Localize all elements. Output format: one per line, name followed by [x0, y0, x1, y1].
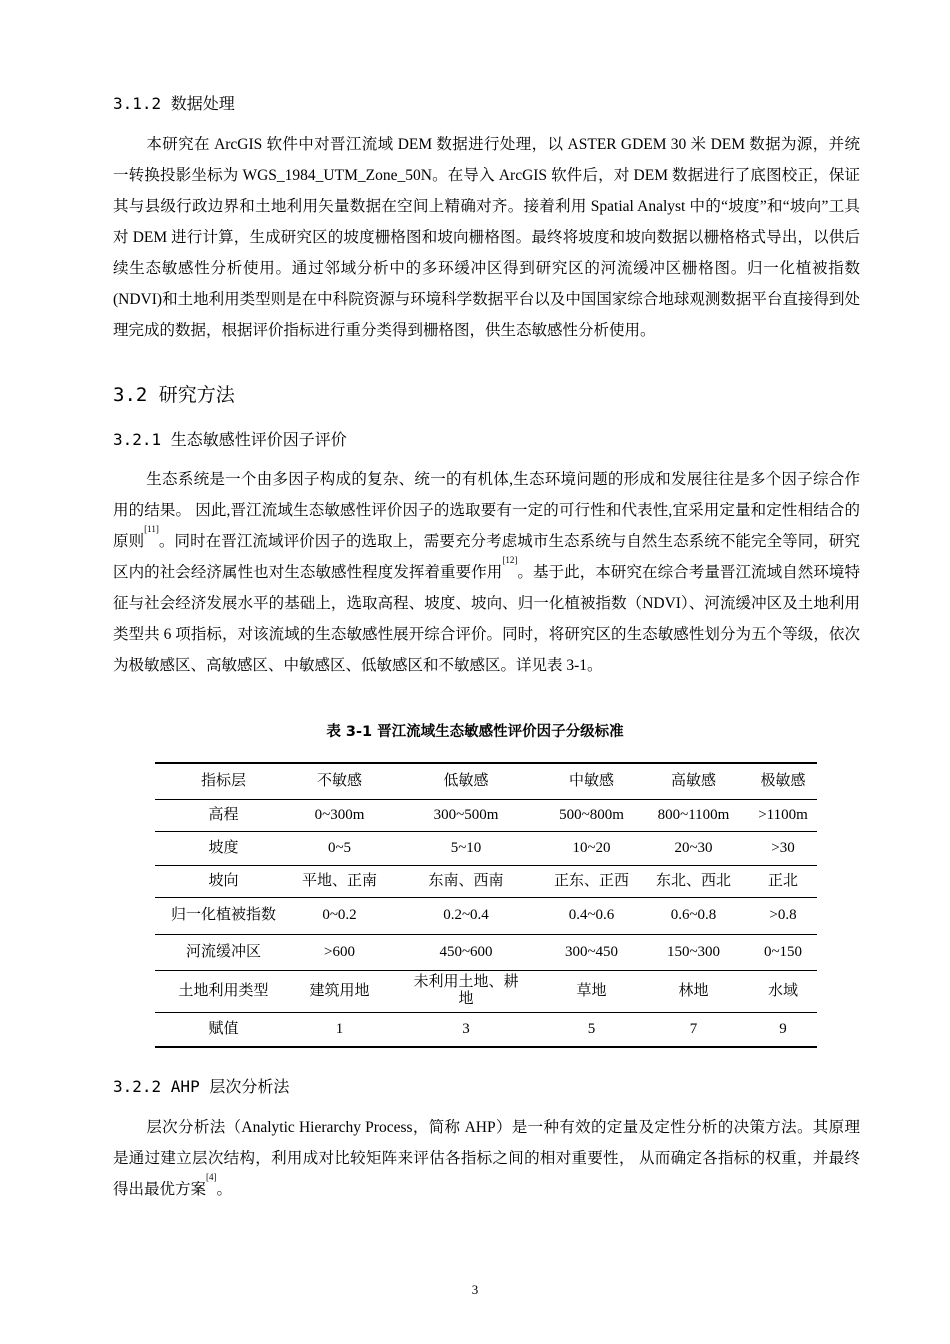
table-cell: 3 — [387, 1012, 545, 1047]
table-cell: 未利用土地、耕地 — [387, 970, 545, 1012]
criteria-table — [155, 762, 817, 1048]
table-cell: 草地 — [545, 970, 638, 1012]
table-row — [155, 934, 817, 970]
table-cell: 5 — [545, 1012, 638, 1047]
paragraph-text: 生态系统是一个由多因子构成的复杂、统一的有机体,生态环境问题的形成和发展往往是多个因子综合作用的结果。 因此,晋江流域生态敏感性评价因子的选取要有一定的可行性和代表性,宜采用定量和定性相结合的原则 — [113, 471, 860, 550]
table-caption: 表 3-1 晋江流域生态敏感性评价因子分级标准 — [326, 724, 624, 740]
table-cell: 平地、正南 — [292, 865, 387, 897]
table-cell: 0~150 — [749, 934, 817, 970]
table-cell: 300~450 — [545, 934, 638, 970]
table-cell: 归一化植被指数 — [155, 897, 292, 934]
table-cell: 0.2~0.4 — [387, 897, 545, 934]
paragraph-text: 。基于此，本研究在综合考量晋江流域自然环境特征与社会经济发展水平的基础上，选取高程、坡度、坡向、归一化植被指数（NDVI）、河流缓冲区及土地利用类型共 6 项指标，对该流域的生态敏感性展开综合评价。同时，将研究区的生态敏感性划分为五个等级，依次为极敏感区、高敏感区、中敏感区、低敏感区和不敏感区。详见表 3-1。 — [113, 564, 860, 674]
table-cell: 高程 — [155, 799, 292, 831]
citation-ref: [11] — [144, 524, 159, 534]
table-cell: 0~300m — [292, 799, 387, 831]
section-heading-3-1-2: 3.1.2 数据处理 — [113, 94, 235, 113]
table-row — [155, 865, 817, 897]
paragraph-ahp — [113, 1112, 860, 1205]
table-cell: 10~20 — [545, 831, 638, 865]
table-cell: 7 — [638, 1012, 749, 1047]
table-cell: 东北、西北 — [638, 865, 749, 897]
table-cell: 150~300 — [638, 934, 749, 970]
table-cell: 坡向 — [155, 865, 292, 897]
section-heading-3-2-2: 3.2.2 AHP 层次分析法 — [113, 1077, 290, 1096]
table-cell: >0.8 — [749, 897, 817, 934]
table-header-row — [155, 763, 817, 799]
table-cell: 0.6~0.8 — [638, 897, 749, 934]
table-cell: 林地 — [638, 970, 749, 1012]
table-cell: 赋值 — [155, 1012, 292, 1047]
paragraph-text: 本研究在 ArcGIS 软件中对晋江流域 DEM 数据进行处理，以 ASTER GDEM 30 米 DEM 数据为源，并统一转换投影坐标为 WGS_1984_UTM_Zone_50N。在导入 ArcGIS 软件后，对 DEM 数据进行了底图校正，保证其与县级行政边界和土地利用矢量数据在空间上精确对齐。接着利用 Spatial Analyst 中的“坡度”和“坡向”工具对 DEM 进行计算，生成研究区的坡度栅格图和坡向栅格图。最终将坡度和坡向数据以栅格格式导出，以供后续生态敏感性分析使用。通过邻域分析中的多环缓冲区得到研究区的河流缓冲区栅格图。归一化植被指数(NDVI)和土地利用类型则是在中科院资源与环境科学数据平台以及中国国家综合地球观测数据平台直接得到处理完成的数据，根据评价指标进行重分类得到栅格图，供生态敏感性分析使用。 — [113, 136, 860, 339]
table-cell: 9 — [749, 1012, 817, 1047]
table-row — [155, 897, 817, 934]
table-cell: 水域 — [749, 970, 817, 1012]
citation-ref: [12] — [502, 555, 518, 565]
table-cell: >1100m — [749, 799, 817, 831]
table-cell: 0.4~0.6 — [545, 897, 638, 934]
section-heading-3-2: 3.2 研究方法 — [113, 384, 235, 406]
table-header-cell: 高敏感 — [638, 763, 749, 799]
table-cell: 正北 — [749, 865, 817, 897]
table-cell: 450~600 — [387, 934, 545, 970]
table-cell: >30 — [749, 831, 817, 865]
paragraph-text: 。 — [216, 1181, 233, 1198]
paragraph-text: 。同时在晋江流域评价因子的选取上，需要充分考虑城市生态系统与自然生态系统不能完全等同，研究区内的社会经济属性也对生态敏感性程度发挥着重要作用 — [113, 533, 860, 581]
table-cell: 800~1100m — [638, 799, 749, 831]
table-row — [155, 970, 817, 1012]
table-cell: 20~30 — [638, 831, 749, 865]
table-header-cell: 低敏感 — [387, 763, 545, 799]
table-cell: 5~10 — [387, 831, 545, 865]
paragraph-text: 层次分析法（Analytic Hierarchy Process，简称 AHP）是一种有效的定量及定性分析的决策方法。其原理是通过建立层次结构，利用成对比较矩阵来评估各指标之间的相对重要性， 从而确定各指标的权重，并最终得出最优方案 — [113, 1119, 860, 1198]
paragraph-data-processing — [113, 129, 860, 346]
table-cell: 0~5 — [292, 831, 387, 865]
table-header-cell: 中敏感 — [545, 763, 638, 799]
table-header-cell: 不敏感 — [292, 763, 387, 799]
table-header-cell: 指标层 — [155, 763, 292, 799]
table-cell: 东南、西南 — [387, 865, 545, 897]
table-header-cell: 极敏感 — [749, 763, 817, 799]
table-row — [155, 799, 817, 831]
table-cell: 0~0.2 — [292, 897, 387, 934]
table-row — [155, 1012, 817, 1047]
table-cell: 1 — [292, 1012, 387, 1047]
table-cell: 河流缓冲区 — [155, 934, 292, 970]
table-row — [155, 831, 817, 865]
table-cell: 正东、正西 — [545, 865, 638, 897]
table-cell: 坡度 — [155, 831, 292, 865]
table-cell: 建筑用地 — [292, 970, 387, 1012]
table-cell: 土地利用类型 — [155, 970, 292, 1012]
section-heading-3-2-1: 3.2.1 生态敏感性评价因子评价 — [113, 430, 347, 449]
table-cell: 500~800m — [545, 799, 638, 831]
page-number: 3 — [471, 1282, 479, 1297]
table-cell: 300~500m — [387, 799, 545, 831]
table-cell: >600 — [292, 934, 387, 970]
paragraph-factor-evaluation — [113, 464, 860, 681]
citation-ref: [4] — [206, 1172, 217, 1182]
